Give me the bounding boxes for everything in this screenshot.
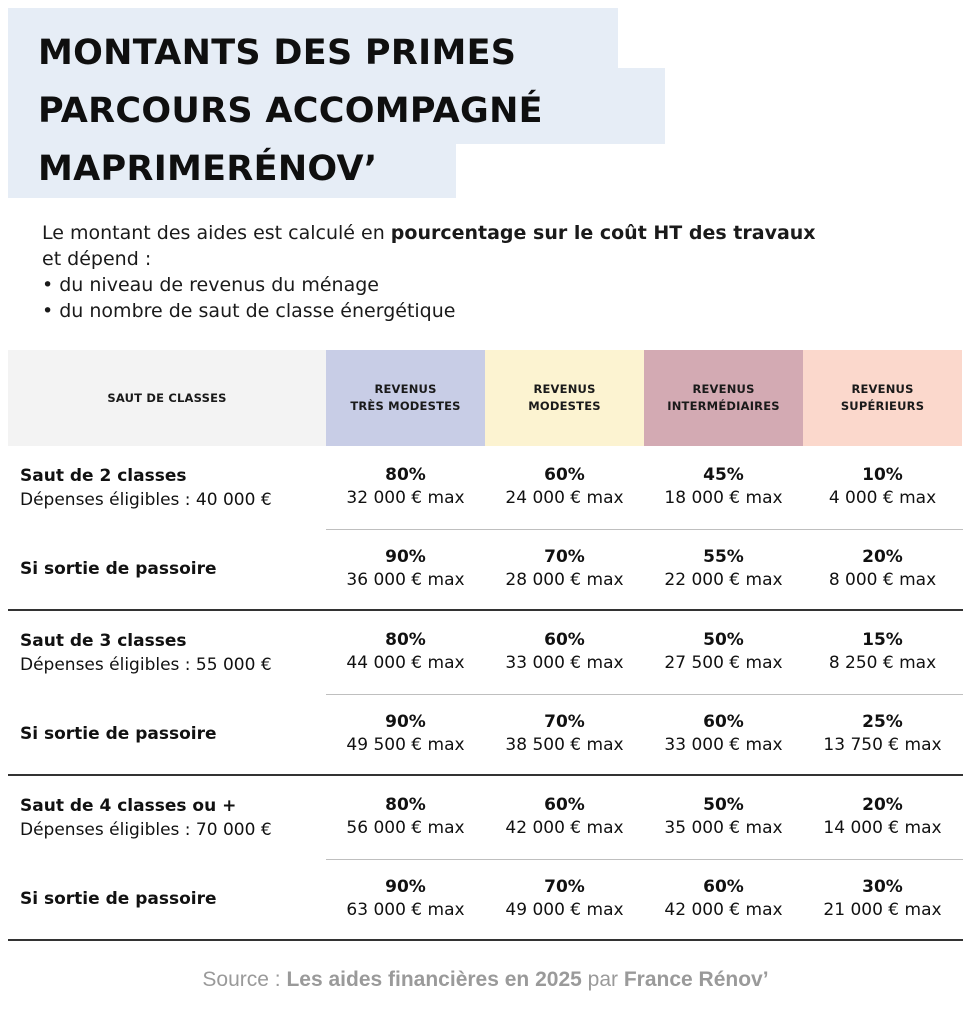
cell-amt: 8 000 € max bbox=[828, 570, 937, 590]
source-middle: par bbox=[581, 968, 624, 991]
intro-prefix: Le montant des aides est calculé en bbox=[42, 222, 391, 244]
cell-pct: 20% bbox=[862, 547, 903, 567]
row-label bbox=[8, 464, 326, 512]
row-title: Si sortie de passoire bbox=[20, 889, 217, 909]
source-line bbox=[0, 968, 971, 992]
cell-pct: 80% bbox=[385, 795, 426, 815]
title-line-1: MONTANTS DES PRIMES bbox=[38, 33, 517, 73]
header-sublabel: MODESTES bbox=[528, 399, 601, 413]
table-cell bbox=[803, 629, 962, 675]
cell-amt: 4 000 € max bbox=[828, 488, 937, 508]
table-cell bbox=[485, 629, 644, 675]
row-depenses: Dépenses éligibles : 55 000 € bbox=[20, 654, 272, 675]
table-cell bbox=[644, 711, 803, 757]
row-label bbox=[8, 629, 326, 677]
cell-pct: 25% bbox=[862, 712, 903, 732]
row-depenses: Dépenses éligibles : 70 000 € bbox=[20, 819, 272, 840]
cell-pct: 50% bbox=[703, 795, 744, 815]
cell-pct: 90% bbox=[385, 877, 426, 897]
table-cell bbox=[326, 876, 485, 922]
row-cells bbox=[326, 776, 963, 860]
table-cell bbox=[326, 546, 485, 592]
row-title: Saut de 4 classes ou + bbox=[20, 795, 237, 816]
table-row bbox=[8, 446, 963, 529]
table-cell bbox=[644, 876, 803, 922]
header-intermediaires bbox=[644, 350, 803, 446]
cell-amt: 35 000 € max bbox=[664, 818, 783, 838]
table-cell bbox=[485, 464, 644, 510]
header-tres-modestes bbox=[326, 350, 485, 446]
cell-amt: 36 000 € max bbox=[346, 570, 465, 590]
cell-pct: 70% bbox=[544, 547, 585, 567]
cell-pct: 60% bbox=[703, 877, 744, 897]
header-superieurs bbox=[803, 350, 962, 446]
table-cell bbox=[803, 794, 962, 840]
cell-amt: 8 250 € max bbox=[828, 653, 937, 673]
row-label bbox=[8, 794, 326, 842]
group-separator bbox=[8, 939, 963, 941]
intro-text bbox=[42, 220, 942, 324]
header-saut-de-classes: SAUT DE CLASSES bbox=[8, 350, 326, 446]
row-title: Si sortie de passoire bbox=[20, 559, 217, 579]
table-row bbox=[8, 859, 963, 939]
header-modestes bbox=[485, 350, 644, 446]
cell-amt: 33 000 € max bbox=[505, 653, 624, 673]
row-cells bbox=[326, 611, 963, 695]
cell-amt: 44 000 € max bbox=[346, 653, 465, 673]
cell-pct: 80% bbox=[385, 630, 426, 650]
intro-line-1 bbox=[42, 220, 942, 246]
cell-amt: 14 000 € max bbox=[823, 818, 942, 838]
header-sublabel: INTERMÉDIAIRES bbox=[667, 399, 780, 413]
table-cell bbox=[803, 711, 962, 757]
table-header bbox=[8, 350, 963, 446]
cell-amt: 56 000 € max bbox=[346, 818, 465, 838]
cell-amt: 33 000 € max bbox=[664, 735, 783, 755]
cell-pct: 10% bbox=[862, 465, 903, 485]
intro-bullet-2: • du nombre de saut de classe énergétique bbox=[42, 300, 456, 322]
header-label: REVENUS bbox=[692, 382, 755, 396]
cell-pct: 45% bbox=[703, 465, 744, 485]
header-label: REVENUS bbox=[851, 382, 914, 396]
row-label bbox=[8, 557, 326, 581]
table-cell bbox=[803, 546, 962, 592]
table-cell bbox=[803, 464, 962, 510]
cell-pct: 60% bbox=[703, 712, 744, 732]
row-label bbox=[8, 722, 326, 746]
table-cell bbox=[803, 876, 962, 922]
cell-pct: 50% bbox=[703, 630, 744, 650]
intro-bullet-1: • du niveau de revenus du ménage bbox=[42, 274, 379, 296]
row-cells bbox=[326, 446, 963, 530]
header-label: REVENUS bbox=[374, 382, 437, 396]
table-row bbox=[8, 694, 963, 774]
table-cell bbox=[644, 546, 803, 592]
table-cell bbox=[485, 794, 644, 840]
row-cells bbox=[326, 694, 963, 774]
cell-pct: 60% bbox=[544, 795, 585, 815]
cell-amt: 18 000 € max bbox=[664, 488, 783, 508]
title-line-2: PARCOURS ACCOMPAGNÉ bbox=[38, 91, 543, 131]
cell-pct: 60% bbox=[544, 465, 585, 485]
table-cell bbox=[644, 629, 803, 675]
source-prefix: Source : bbox=[202, 968, 287, 991]
table-cell bbox=[326, 464, 485, 510]
row-title: Saut de 2 classes bbox=[20, 465, 187, 486]
cell-amt: 49 500 € max bbox=[346, 735, 465, 755]
intro-bold: pourcentage sur le coût HT des travaux bbox=[390, 222, 816, 244]
cell-pct: 70% bbox=[544, 712, 585, 732]
cell-amt: 22 000 € max bbox=[664, 570, 783, 590]
cell-amt: 42 000 € max bbox=[664, 900, 783, 920]
row-cells bbox=[326, 859, 963, 939]
table-cell bbox=[485, 876, 644, 922]
title-line-3: MAPRIMERÉNOV’ bbox=[38, 149, 378, 189]
cell-amt: 13 750 € max bbox=[823, 735, 942, 755]
table-row bbox=[8, 529, 963, 609]
table-cell bbox=[644, 464, 803, 510]
cell-pct: 80% bbox=[385, 465, 426, 485]
header-label: REVENUS bbox=[533, 382, 596, 396]
cell-amt: 38 500 € max bbox=[505, 735, 624, 755]
cell-amt: 21 000 € max bbox=[823, 900, 942, 920]
cell-amt: 42 000 € max bbox=[505, 818, 624, 838]
row-title: Saut de 3 classes bbox=[20, 630, 187, 651]
table-row bbox=[8, 611, 963, 694]
cell-pct: 90% bbox=[385, 712, 426, 732]
prime-table bbox=[8, 350, 963, 941]
cell-amt: 27 500 € max bbox=[664, 653, 783, 673]
source-brand: France Rénov’ bbox=[623, 968, 769, 991]
table-cell bbox=[485, 711, 644, 757]
table-cell bbox=[326, 629, 485, 675]
cell-pct: 30% bbox=[862, 877, 903, 897]
cell-amt: 24 000 € max bbox=[505, 488, 624, 508]
cell-amt: 28 000 € max bbox=[505, 570, 624, 590]
cell-pct: 55% bbox=[703, 547, 744, 567]
table-cell bbox=[644, 794, 803, 840]
table-row bbox=[8, 776, 963, 859]
header-sublabel: TRÈS MODESTES bbox=[350, 399, 461, 413]
cell-pct: 60% bbox=[544, 630, 585, 650]
header-sublabel: SUPÉRIEURS bbox=[840, 399, 925, 413]
page-title bbox=[38, 24, 543, 198]
cell-pct: 20% bbox=[862, 795, 903, 815]
source-link[interactable]: Les aides financières en 2025 bbox=[286, 968, 582, 991]
cell-amt: 32 000 € max bbox=[346, 488, 465, 508]
intro-line-2: et dépend : bbox=[42, 248, 152, 270]
cell-pct: 70% bbox=[544, 877, 585, 897]
cell-amt: 63 000 € max bbox=[346, 900, 465, 920]
cell-pct: 15% bbox=[862, 630, 903, 650]
row-title: Si sortie de passoire bbox=[20, 724, 217, 744]
table-cell bbox=[326, 711, 485, 757]
cell-amt: 49 000 € max bbox=[505, 900, 624, 920]
table-cell bbox=[326, 794, 485, 840]
cell-pct: 90% bbox=[385, 547, 426, 567]
table-cell bbox=[485, 546, 644, 592]
row-depenses: Dépenses éligibles : 40 000 € bbox=[20, 489, 272, 510]
row-cells bbox=[326, 529, 963, 609]
row-label bbox=[8, 887, 326, 911]
